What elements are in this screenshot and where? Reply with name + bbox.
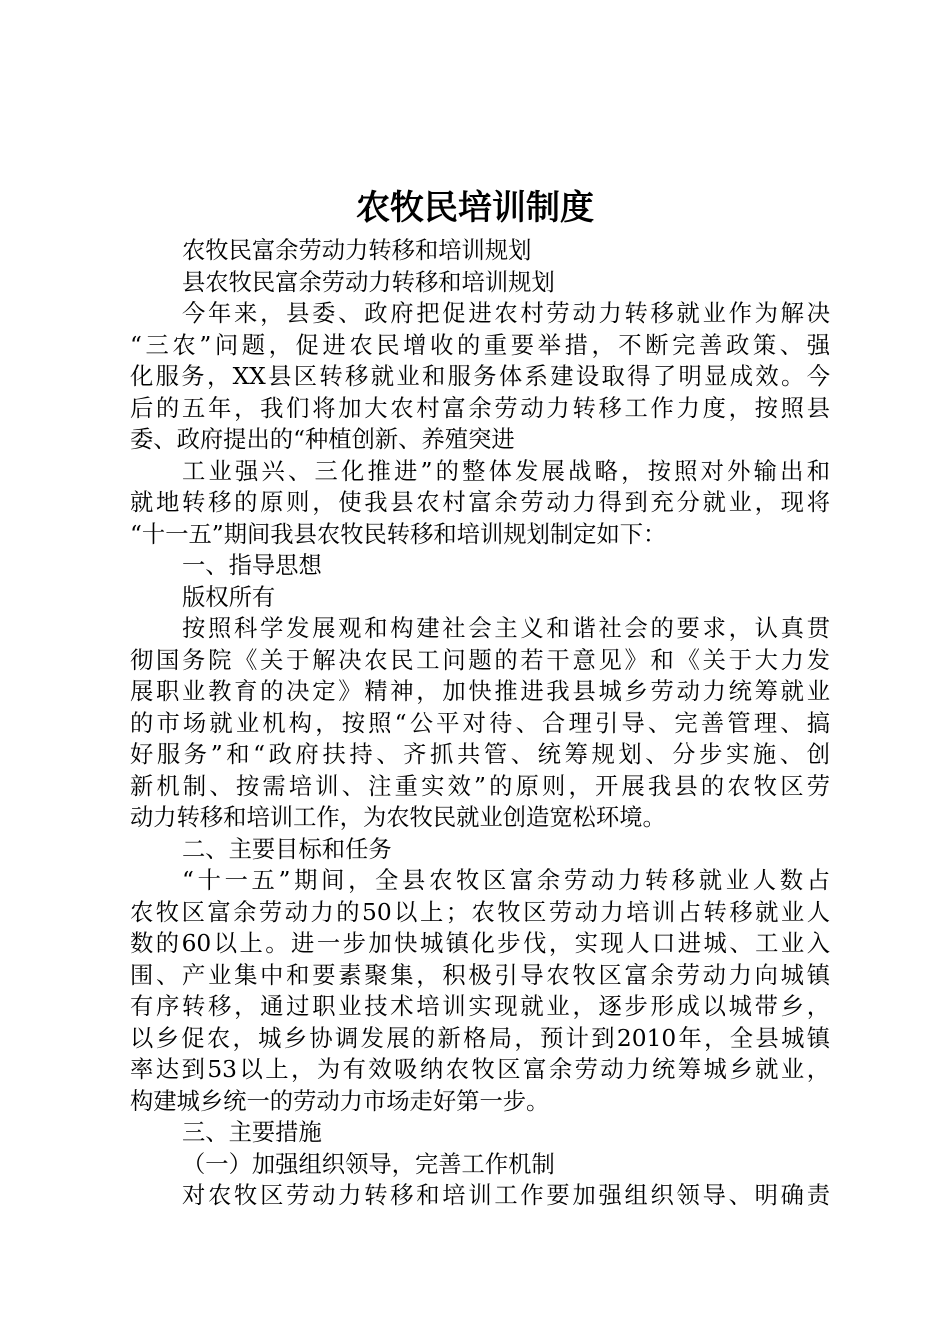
text-line: 后的五年，我们将加大农村富余劳动力转移工作力度，按照县 — [130, 394, 830, 422]
text-line: 新机制、按需培训、注重实效”的原则，开展我县的农牧区劳 — [130, 772, 830, 800]
text-line: 以乡促农，城乡协调发展的新格局，预计到2010年，全县城镇 — [130, 1024, 830, 1052]
text-line: 按照科学发展观和构建社会主义和谐社会的要求，认真贯 — [182, 615, 830, 642]
text-line: 好服务”和“政府扶持、齐抓共管、统筹规划、分步实施、创 — [130, 741, 830, 768]
text-line: 有序转移，通过职业技术培训实现就业，逐步形成以城带乡， — [130, 993, 830, 1020]
text-line: 的市场就业机构，按照“公平对待、合理引导、完善管理、搞 — [130, 709, 830, 737]
text-line: 农牧民富余劳动力转移和培训规划 — [182, 237, 532, 264]
document-title: 农牧民培训制度 — [356, 188, 594, 228]
document-body — [130, 235, 830, 1212]
text-line: 今年来，县委、政府把促进农村劳动力转移就业作为解决 — [182, 300, 830, 327]
text-line: 委、政府提出的“种植创新、养殖突进 — [130, 426, 515, 453]
text-line: 对农牧区劳动力转移和培训工作要加强组织领导、明确责 — [182, 1182, 830, 1209]
text-line: 县农牧民富余劳动力转移和培训规划 — [182, 268, 555, 296]
text-line: （一）加强组织领导，完善工作机制 — [182, 1150, 555, 1178]
text-line: 化服务，XX县区转移就业和服务体系建设取得了明显成效。今 — [130, 363, 830, 390]
text-line: “十一五”期间我县农牧民转移和培训规划制定如下： — [130, 520, 667, 548]
text-line: 三、主要措施 — [182, 1119, 322, 1146]
text-line: “三农”问题，促进农民增收的重要举措，不断完善政策、强 — [130, 331, 830, 359]
text-line: 展职业教育的决定》精神，加快推进我县城乡劳动力统筹就业 — [130, 678, 830, 705]
text-line: 工业强兴、三化推进”的整体发展战略，按照对外输出和 — [182, 457, 830, 485]
text-line: 数的60以上。进一步加快城镇化步伐，实现人口进城、工业入 — [130, 930, 830, 957]
text-line: 彻国务院《关于解决农民工问题的若干意见》和《关于大力发 — [130, 646, 830, 674]
text-line: 版权所有 — [182, 583, 276, 611]
text-line: 农牧区富余劳动力的50以上；农牧区劳动力培训占转移就业人 — [130, 898, 830, 926]
text-line: 构建城乡统一的劳动力市场走好第一步。 — [130, 1087, 550, 1115]
text-line: “十一五”期间，全县农牧区富余劳动力转移就业人数占 — [182, 867, 830, 894]
text-line: 围、产业集中和要素聚集，积极引导农牧区富余劳动力向城镇 — [130, 961, 830, 989]
text-line: 一、指导思想 — [182, 552, 322, 579]
text-line: 就地转移的原则，使我县农村富余劳动力得到充分就业，现将 — [130, 489, 830, 516]
text-line: 二、主要目标和任务 — [182, 835, 392, 863]
text-line: 率达到53以上，为有效吸纳农牧区富余劳动力统筹城乡就业， — [130, 1056, 830, 1083]
text-line: 动力转移和培训工作，为农牧民就业创造宽松环境。 — [130, 804, 666, 831]
